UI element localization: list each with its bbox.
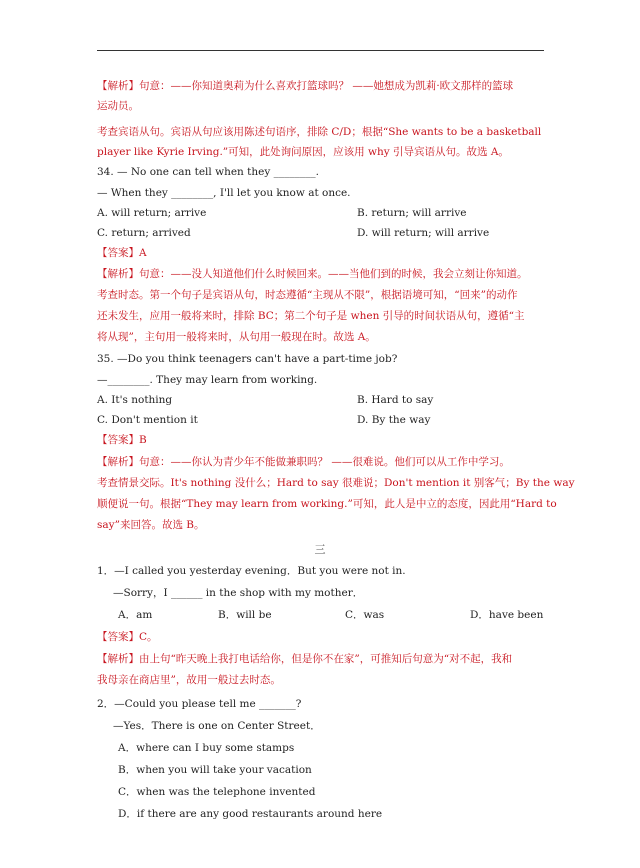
analysis-text: 由上句“昨天晚上我打电话给你，但是你不在家”，可推知后句意为“对不起，我和 — [139, 653, 513, 665]
analysis-line: 考查时态。第一个句子是宾语从句，时态遵循“主现从不限”，根据语境可知，“回来”的动作 — [97, 289, 518, 301]
analysis-line: player like Kyrie Irving.”可知，此处询问原因，应该用 why 引导宾语从句。故选 A。 — [97, 146, 509, 158]
answer-line — [97, 630, 158, 644]
analysis-line: 还未发生，应用一般将来时，排除 BC；第二个句子是 when 引导的时间状语从句，遵循“主 — [97, 310, 525, 322]
option-b: B．when you will take your vacation — [118, 764, 312, 776]
option-c: C．when was the telephone invented — [118, 786, 316, 798]
answer-line — [97, 246, 147, 260]
analysis-line: 运动员。 — [97, 100, 139, 112]
answer-value: B — [139, 434, 147, 446]
answer-value: C。 — [139, 631, 158, 643]
problem-2-reply: —Yes．There is one on Center Street． — [113, 720, 321, 732]
option-a: A．am — [118, 609, 153, 621]
question-34-stem: 34. — No one can tell when they ________. — [97, 166, 319, 178]
analysis-line: 将从现”，主句用一般将来时，从句用一般现在时。故选 A。 — [97, 331, 376, 343]
question-35-reply: —________. They may learn from working. — [97, 374, 318, 386]
answer-value: A — [139, 247, 147, 259]
analysis-line — [97, 455, 510, 469]
analysis-line: say”来回答。故选 B。 — [97, 519, 205, 531]
question-34-reply: — When they ________, I'll let you know at once. — [97, 187, 351, 199]
analysis-line: 考查情景交际。It's nothing 没什么；Hard to say 很难说；Don't mention it 别客气；By the way — [97, 477, 575, 489]
problem-2-stem: 2．—Could you please tell me _______? — [97, 698, 302, 710]
analysis-tag: 【解析】 — [97, 456, 139, 468]
analysis-tag: 【解析】 — [97, 268, 139, 280]
analysis-line — [97, 267, 528, 281]
analysis-text: 句意：——你认为青少年不能做兼职吗？ ——很难说。他们可以从工作中学习。 — [139, 456, 510, 468]
option-a: A. will return; arrive — [97, 207, 207, 219]
option-d: D. will return; will arrive — [357, 227, 490, 239]
analysis-tag: 【解析】 — [97, 80, 139, 92]
answer-tag: 【答案】 — [97, 631, 139, 643]
section-heading: 三 — [314, 543, 326, 556]
header-rule — [97, 50, 544, 51]
question-35-stem: 35. —Do you think teenagers can't have a part-time job? — [97, 353, 398, 365]
analysis-line — [97, 79, 513, 93]
option-b: B. return; will arrive — [357, 207, 467, 219]
answer-line — [97, 433, 147, 447]
option-c: C. return; arrived — [97, 227, 191, 239]
answer-tag: 【答案】 — [97, 434, 139, 446]
option-c: C．was — [345, 609, 385, 621]
analysis-line: 我母亲在商店里”，故用一般过去时态。 — [97, 674, 281, 686]
problem-1-reply: —Sorry，I ______ in the shop with my mother． — [113, 587, 364, 599]
analysis-tag: 【解析】 — [97, 653, 139, 665]
analysis-line: 顺便说一句。根据“They may learn from working.”可知，此人是中立的态度，因此用“Hard to — [97, 498, 557, 510]
option-c: C. Don't mention it — [97, 414, 198, 426]
option-b: B．will be — [218, 609, 272, 621]
analysis-line — [97, 652, 512, 666]
analysis-line: 考查宾语从句。宾语从句应该用陈述句语序，排除 C/D；根据“She wants to be a basketball — [97, 126, 542, 138]
option-a: A．where can I buy some stamps — [118, 742, 295, 754]
option-d: D．have been — [470, 609, 544, 621]
analysis-text: 句意：——没人知道他们什么时候回来。——当他们到的时候，我会立刻让你知道。 — [139, 268, 528, 280]
answer-tag: 【答案】 — [97, 247, 139, 259]
option-a: A. It's nothing — [97, 394, 173, 406]
option-b: B. Hard to say — [357, 394, 434, 406]
analysis-text: 句意：——你知道奥莉为什么喜欢打篮球吗？ ——她想成为凯莉·欧文那样的篮球 — [139, 80, 514, 92]
option-d: D. By the way — [357, 414, 431, 426]
problem-1-stem: 1．—I called you yesterday evening．But you were not in. — [97, 565, 406, 577]
option-d: D．if there are any good restaurants around here — [118, 808, 383, 820]
